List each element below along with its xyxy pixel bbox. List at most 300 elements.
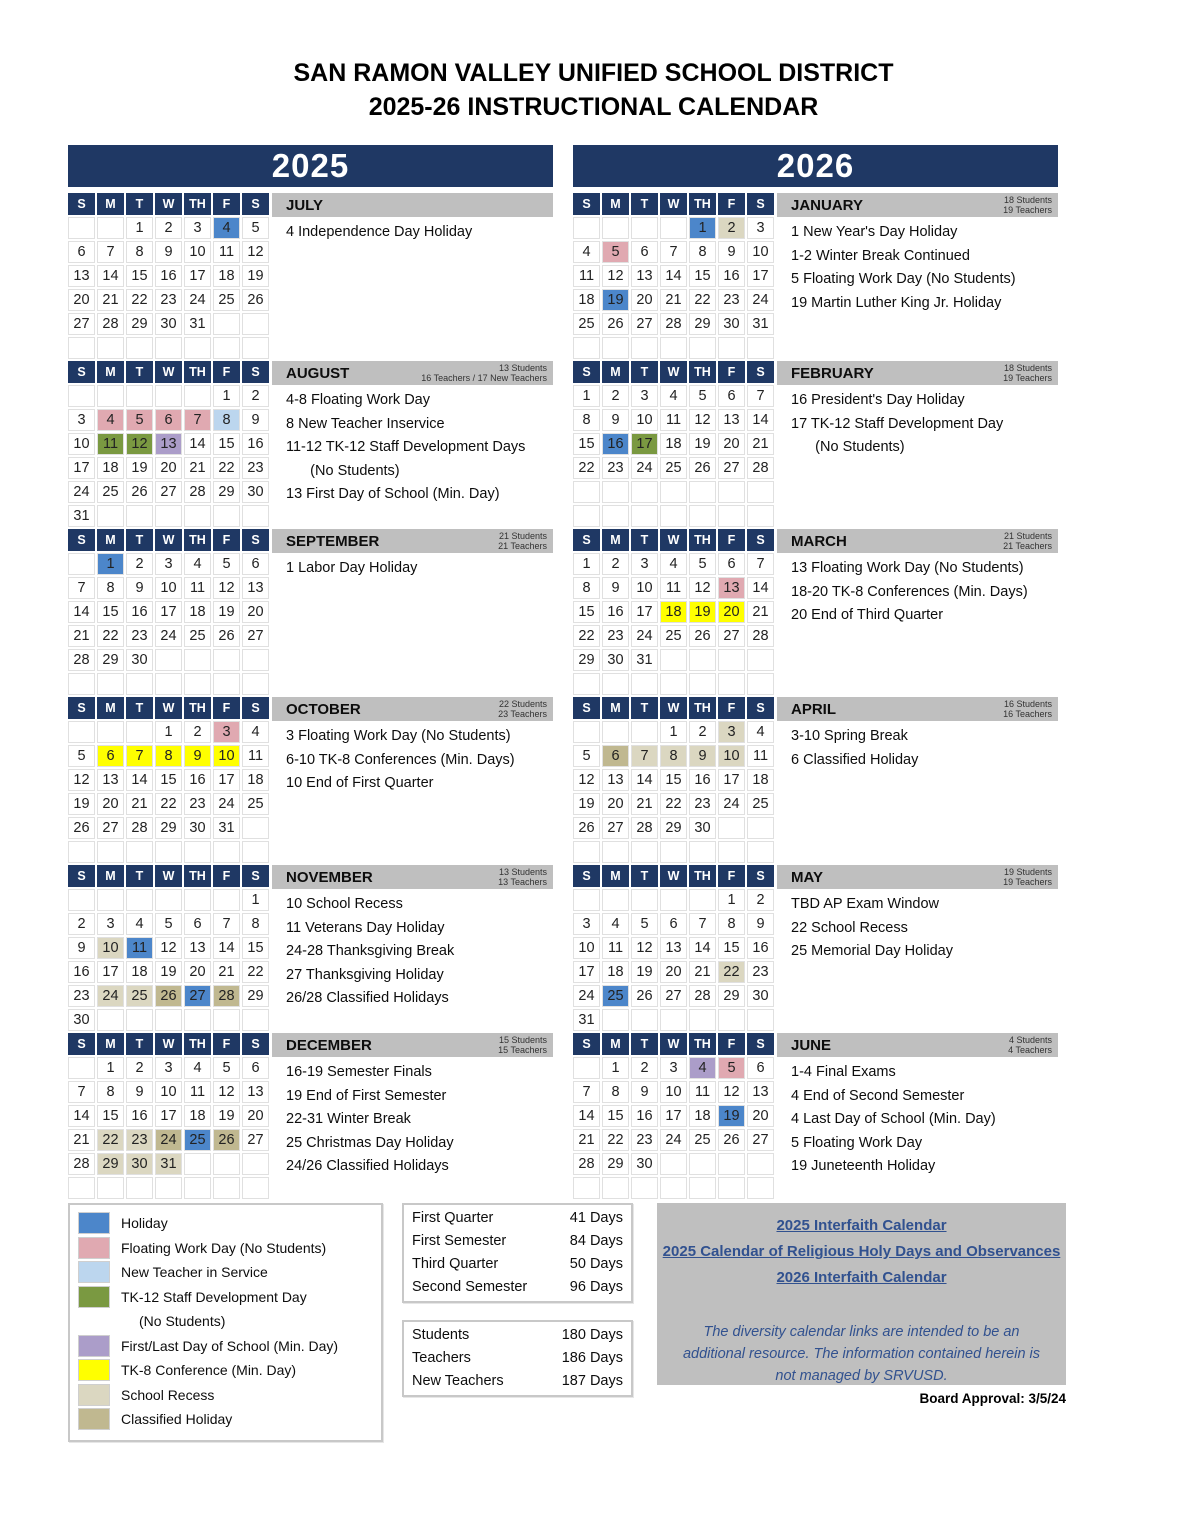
date-cell: 18 <box>660 601 687 623</box>
count-line: 23 Teachers <box>498 709 547 719</box>
date-grid <box>573 385 774 527</box>
note-line: 16-19 Semester Finals <box>286 1064 432 1080</box>
date-cell <box>126 673 153 695</box>
calendar-grid-area <box>68 145 1058 1201</box>
date-cell: 14 <box>747 409 774 431</box>
weekday-header-cell: M <box>97 529 124 551</box>
date-cell <box>718 1009 745 1031</box>
weekday-header-cell: F <box>718 529 745 551</box>
date-cell: 21 <box>97 289 124 311</box>
date-cell: 11 <box>184 577 211 599</box>
date-cell: 22 <box>573 625 600 647</box>
month-info <box>777 529 1058 697</box>
note-line: 5 Floating Work Day (No Students) <box>791 271 1016 287</box>
table-row-value: 50 Days <box>569 1256 623 1272</box>
note-line: 4 Last Day of School (Min. Day) <box>791 1111 996 1127</box>
date-cell: 12 <box>602 265 629 287</box>
date-cell: 8 <box>573 577 600 599</box>
date-cell: 29 <box>213 481 240 503</box>
legend-color-swatch <box>78 1408 110 1430</box>
date-cell <box>689 841 716 863</box>
date-cell: 11 <box>213 241 240 263</box>
date-cell <box>213 1009 240 1031</box>
date-cell <box>155 1009 182 1031</box>
date-cell <box>213 505 240 527</box>
month-february-2026 <box>573 361 1058 529</box>
date-cell <box>747 1153 774 1175</box>
date-cell <box>242 1177 269 1199</box>
date-cell: 2 <box>631 1057 658 1079</box>
date-cell: 29 <box>126 313 153 335</box>
date-cell: 16 <box>68 961 95 983</box>
date-cell: 28 <box>660 313 687 335</box>
table-row <box>412 1276 623 1299</box>
date-cell: 24 <box>97 985 124 1007</box>
table-row-label: Third Quarter <box>412 1256 499 1272</box>
month-header-bar <box>777 865 1058 889</box>
date-cell: 2 <box>126 553 153 575</box>
date-cell <box>747 337 774 359</box>
date-cell: 18 <box>602 961 629 983</box>
weekday-header-row <box>68 361 269 383</box>
date-cell: 27 <box>184 985 211 1007</box>
month-grid <box>573 865 774 1033</box>
date-cell <box>155 841 182 863</box>
date-cell <box>660 889 687 911</box>
weekday-header-cell: S <box>242 361 269 383</box>
date-cell <box>184 1153 211 1175</box>
weekday-header-row <box>68 193 269 215</box>
date-cell: 4 <box>126 913 153 935</box>
date-cell: 7 <box>747 553 774 575</box>
count-line: 18 Students <box>1003 195 1052 205</box>
date-cell: 2 <box>184 721 211 743</box>
date-cell: 12 <box>68 769 95 791</box>
diversity-note: The diversity calendar links are intended to be an additional resource. The information contained herein is not managed by SRVUSD. <box>682 1324 1041 1384</box>
date-cell <box>184 889 211 911</box>
weekday-header-cell: W <box>660 865 687 887</box>
date-cell: 20 <box>242 1105 269 1127</box>
month-info <box>272 529 553 697</box>
date-cell: 1 <box>126 217 153 239</box>
count-line: 4 Students <box>1008 1035 1052 1045</box>
weekday-header-cell: W <box>660 697 687 719</box>
date-cell: 7 <box>747 385 774 407</box>
weekday-header-cell: S <box>242 529 269 551</box>
note-line: 17 TK-12 Staff Development Day <box>791 415 1004 432</box>
date-cell: 24 <box>213 793 240 815</box>
date-grid <box>573 721 774 863</box>
date-cell <box>573 505 600 527</box>
weekday-header-cell: TH <box>184 529 211 551</box>
date-cell: 8 <box>97 1081 124 1103</box>
date-cell <box>689 649 716 671</box>
legend-item <box>78 1407 375 1432</box>
date-cell: 20 <box>97 793 124 815</box>
date-cell: 5 <box>689 553 716 575</box>
date-cell: 12 <box>631 937 658 959</box>
month-info <box>777 865 1058 1033</box>
date-cell: 13 <box>718 409 745 431</box>
date-cell: 16 <box>155 265 182 287</box>
date-cell: 13 <box>718 577 745 599</box>
date-cell <box>242 505 269 527</box>
date-cell: 2 <box>718 217 745 239</box>
legend-color-swatch <box>78 1237 110 1259</box>
month-notes <box>777 217 1058 315</box>
date-cell: 3 <box>155 1057 182 1079</box>
note-line: 1-2 Winter Break Continued <box>791 247 970 264</box>
date-cell: 29 <box>602 1153 629 1175</box>
date-cell: 24 <box>747 289 774 311</box>
date-cell: 25 <box>213 289 240 311</box>
weekday-header-cell: F <box>718 1033 745 1055</box>
date-cell: 22 <box>660 793 687 815</box>
month-day-counts <box>498 699 547 719</box>
date-cell: 16 <box>631 1105 658 1127</box>
date-cell: 19 <box>126 457 153 479</box>
date-cell: 31 <box>155 1153 182 1175</box>
date-cell: 19 <box>242 265 269 287</box>
date-cell: 3 <box>184 217 211 239</box>
month-header-bar <box>777 193 1058 217</box>
date-grid <box>68 721 269 863</box>
weekday-header-cell: M <box>602 697 629 719</box>
date-cell: 24 <box>184 289 211 311</box>
date-cell: 19 <box>602 289 629 311</box>
date-cell: 28 <box>68 649 95 671</box>
count-line: 21 Teachers <box>498 541 547 551</box>
month-name: MARCH <box>791 532 847 550</box>
weekday-header-cell: W <box>660 361 687 383</box>
month-day-counts <box>498 1035 547 1055</box>
month-day-counts <box>498 531 547 551</box>
date-cell: 1 <box>718 889 745 911</box>
date-cell: 21 <box>631 793 658 815</box>
date-cell <box>97 505 124 527</box>
date-cell: 30 <box>184 817 211 839</box>
table-row-value: 180 Days <box>561 1327 623 1343</box>
count-line: 4 Teachers <box>1008 1045 1052 1055</box>
date-cell: 21 <box>660 289 687 311</box>
count-line: 22 Students <box>498 699 547 709</box>
date-cell: 25 <box>126 985 153 1007</box>
date-cell <box>602 505 629 527</box>
date-cell: 30 <box>242 481 269 503</box>
date-cell: 2 <box>747 889 774 911</box>
note-line: 16 President's Day Holiday <box>791 392 965 408</box>
date-cell <box>68 889 95 911</box>
date-cell: 6 <box>718 553 745 575</box>
weekday-header-row <box>573 193 774 215</box>
date-cell: 14 <box>126 769 153 791</box>
weekday-header-cell: T <box>126 1033 153 1055</box>
month-november-2025 <box>68 865 553 1033</box>
count-line: 15 Teachers <box>498 1045 547 1055</box>
weekday-header-cell: TH <box>689 193 716 215</box>
date-cell: 7 <box>631 745 658 767</box>
table-row-value: 41 Days <box>569 1210 623 1226</box>
date-cell: 13 <box>97 769 124 791</box>
date-cell: 5 <box>126 409 153 431</box>
date-cell: 21 <box>213 961 240 983</box>
date-cell <box>689 889 716 911</box>
legend-label: New Teacher in Service <box>121 1264 268 1281</box>
month-notes <box>272 217 553 245</box>
weekday-header-row <box>68 697 269 719</box>
date-cell <box>631 1177 658 1199</box>
date-cell <box>631 721 658 743</box>
date-cell: 13 <box>747 1081 774 1103</box>
table-row-label: First Quarter <box>412 1210 494 1226</box>
date-cell: 7 <box>68 1081 95 1103</box>
note-line: 18-20 TK-8 Conferences (Min. Days) <box>791 583 1028 600</box>
date-cell: 14 <box>68 601 95 623</box>
month-name: MAY <box>791 868 823 886</box>
date-cell <box>184 1009 211 1031</box>
date-cell: 17 <box>68 457 95 479</box>
count-line: 18 Students <box>1003 363 1052 373</box>
date-cell: 5 <box>573 745 600 767</box>
date-cell: 26 <box>573 817 600 839</box>
legend-label: School Recess <box>121 1386 215 1403</box>
date-cell: 28 <box>747 625 774 647</box>
date-cell <box>718 673 745 695</box>
note-line: 24/26 Classified Holidays <box>286 1158 449 1174</box>
month-info <box>272 193 553 361</box>
date-cell: 18 <box>126 961 153 983</box>
legend-color-swatch <box>78 1384 110 1406</box>
weekday-header-cell: TH <box>184 1033 211 1055</box>
date-cell: 16 <box>126 601 153 623</box>
date-cell: 10 <box>573 937 600 959</box>
month-name: SEPTEMBER <box>286 532 380 550</box>
date-cell: 5 <box>213 553 240 575</box>
date-cell: 30 <box>126 649 153 671</box>
date-cell: 3 <box>660 1057 687 1079</box>
date-cell: 31 <box>573 1009 600 1031</box>
date-cell: 5 <box>631 913 658 935</box>
date-cell: 9 <box>747 913 774 935</box>
date-cell: 20 <box>184 961 211 983</box>
month-notes <box>777 889 1058 964</box>
date-grid <box>573 889 774 1031</box>
month-day-counts <box>421 363 547 383</box>
month-day-counts <box>1003 699 1052 719</box>
weekday-header-cell: F <box>718 361 745 383</box>
calendar-link[interactable]: 2025 Interfaith Calendar <box>776 1217 947 1234</box>
board-approval: Board Approval: 3/5/24 <box>919 1391 1066 1406</box>
date-cell <box>573 673 600 695</box>
note-line: 1-4 Final Exams <box>791 1064 896 1080</box>
date-cell: 7 <box>97 241 124 263</box>
page-title-line1: SAN RAMON VALLEY UNIFIED SCHOOL DISTRICT <box>293 59 894 87</box>
date-cell: 8 <box>573 409 600 431</box>
weekday-header-row <box>68 529 269 551</box>
date-cell: 2 <box>602 553 629 575</box>
weekday-header-cell: W <box>155 361 182 383</box>
weekday-header-cell: W <box>155 1033 182 1055</box>
month-grid <box>68 697 269 865</box>
weekday-header-cell: TH <box>689 361 716 383</box>
date-cell: 23 <box>602 457 629 479</box>
date-cell: 24 <box>718 793 745 815</box>
weekday-header-cell: T <box>631 1033 658 1055</box>
date-cell: 21 <box>573 1129 600 1151</box>
month-header-bar <box>272 1033 553 1057</box>
date-cell <box>631 1009 658 1031</box>
month-header-bar <box>777 1033 1058 1057</box>
date-cell: 16 <box>602 433 629 455</box>
count-line: 16 Students <box>1003 699 1052 709</box>
date-cell: 9 <box>126 577 153 599</box>
weekday-header-cell: M <box>602 361 629 383</box>
note-line: 19 Martin Luther King Jr. Holiday <box>791 294 1002 311</box>
date-cell: 9 <box>602 577 629 599</box>
date-cell: 16 <box>242 433 269 455</box>
weekday-header-cell: TH <box>184 697 211 719</box>
date-cell <box>68 673 95 695</box>
date-cell: 1 <box>689 217 716 239</box>
weekday-header-cell: M <box>97 865 124 887</box>
weekday-header-cell: S <box>573 529 600 551</box>
date-cell: 22 <box>602 1129 629 1151</box>
note-line: 11 Veterans Day Holiday <box>286 919 445 936</box>
date-cell: 8 <box>213 409 240 431</box>
month-notes <box>272 553 553 581</box>
date-cell: 12 <box>126 433 153 455</box>
date-cell <box>126 1009 153 1031</box>
month-name: JUNE <box>791 1036 832 1054</box>
month-grid <box>573 361 774 529</box>
date-cell: 3 <box>631 385 658 407</box>
month-day-counts <box>1003 195 1052 215</box>
date-cell <box>97 337 124 359</box>
date-cell: 20 <box>718 601 745 623</box>
date-grid <box>573 217 774 359</box>
count-line: 13 Teachers <box>498 877 547 887</box>
date-cell: 18 <box>97 457 124 479</box>
weekday-header-row <box>573 529 774 551</box>
date-cell: 11 <box>689 1081 716 1103</box>
date-cell: 1 <box>573 385 600 407</box>
date-cell: 6 <box>747 1057 774 1079</box>
weekday-header-cell: TH <box>184 361 211 383</box>
date-cell <box>68 385 95 407</box>
month-day-counts <box>1003 867 1052 887</box>
count-line: 21 Students <box>498 531 547 541</box>
table-row-label: Second Semester <box>412 1279 528 1295</box>
legend-item <box>78 1358 375 1383</box>
date-cell: 11 <box>242 745 269 767</box>
date-cell: 5 <box>213 1057 240 1079</box>
month-grid <box>68 361 269 529</box>
date-cell: 9 <box>242 409 269 431</box>
date-cell: 25 <box>97 481 124 503</box>
date-grid <box>573 553 774 695</box>
date-cell: 6 <box>631 241 658 263</box>
legend-color-swatch <box>78 1212 110 1234</box>
date-cell <box>660 1009 687 1031</box>
date-cell: 26 <box>718 1129 745 1151</box>
weekday-header-cell: M <box>97 361 124 383</box>
calendar-link[interactable]: 2025 Calendar of Religious Holy Days and Observances <box>662 1243 1061 1260</box>
month-name: FEBRUARY <box>791 364 874 382</box>
date-cell <box>718 841 745 863</box>
weekday-header-cell: S <box>747 361 774 383</box>
date-cell: 11 <box>184 1081 211 1103</box>
date-cell: 2 <box>602 385 629 407</box>
weekday-header-cell: TH <box>689 529 716 551</box>
quarter-days-table <box>402 1203 633 1303</box>
weekday-header-cell: T <box>631 865 658 887</box>
weekday-header-cell: S <box>68 529 95 551</box>
date-cell <box>97 889 124 911</box>
date-cell: 1 <box>213 385 240 407</box>
month-name: AUGUST <box>286 364 350 382</box>
table-row-label: Teachers <box>412 1350 471 1366</box>
date-cell <box>747 481 774 503</box>
date-cell: 27 <box>155 481 182 503</box>
note-line: 4 End of Second Semester <box>791 1087 965 1104</box>
weekday-header-row <box>573 697 774 719</box>
date-cell: 21 <box>184 457 211 479</box>
date-cell: 1 <box>97 553 124 575</box>
date-cell: 8 <box>718 913 745 935</box>
date-cell: 14 <box>689 937 716 959</box>
date-cell: 7 <box>689 913 716 935</box>
date-cell <box>747 841 774 863</box>
date-cell: 20 <box>631 289 658 311</box>
weekday-header-row <box>573 1033 774 1055</box>
date-cell: 26 <box>631 985 658 1007</box>
month-notes <box>777 1057 1058 1179</box>
date-cell: 16 <box>718 265 745 287</box>
date-cell: 17 <box>97 961 124 983</box>
date-cell: 23 <box>689 793 716 815</box>
date-cell: 24 <box>155 625 182 647</box>
date-cell: 1 <box>242 889 269 911</box>
date-cell: 25 <box>184 1129 211 1151</box>
date-cell: 19 <box>213 1105 240 1127</box>
date-cell: 31 <box>747 313 774 335</box>
month-header-bar <box>777 697 1058 721</box>
date-cell: 15 <box>573 433 600 455</box>
date-cell <box>184 385 211 407</box>
note-line: (No Students) <box>286 462 400 479</box>
weekday-header-cell: S <box>242 193 269 215</box>
date-cell: 19 <box>718 1105 745 1127</box>
date-cell <box>155 1177 182 1199</box>
month-april-2026 <box>573 697 1058 865</box>
month-notes <box>777 553 1058 628</box>
date-cell: 4 <box>213 217 240 239</box>
date-cell: 27 <box>718 625 745 647</box>
calendar-link[interactable]: 2026 Interfaith Calendar <box>776 1269 947 1286</box>
date-cell <box>631 337 658 359</box>
date-cell <box>68 1177 95 1199</box>
count-line: 19 Teachers <box>1003 373 1052 383</box>
date-cell <box>747 649 774 671</box>
date-cell: 17 <box>155 1105 182 1127</box>
date-cell <box>184 841 211 863</box>
date-cell: 29 <box>689 313 716 335</box>
legend-color-swatch <box>78 1286 110 1308</box>
date-cell: 1 <box>155 721 182 743</box>
date-cell: 10 <box>631 409 658 431</box>
date-cell <box>660 841 687 863</box>
year-column-2025 <box>68 145 553 1201</box>
